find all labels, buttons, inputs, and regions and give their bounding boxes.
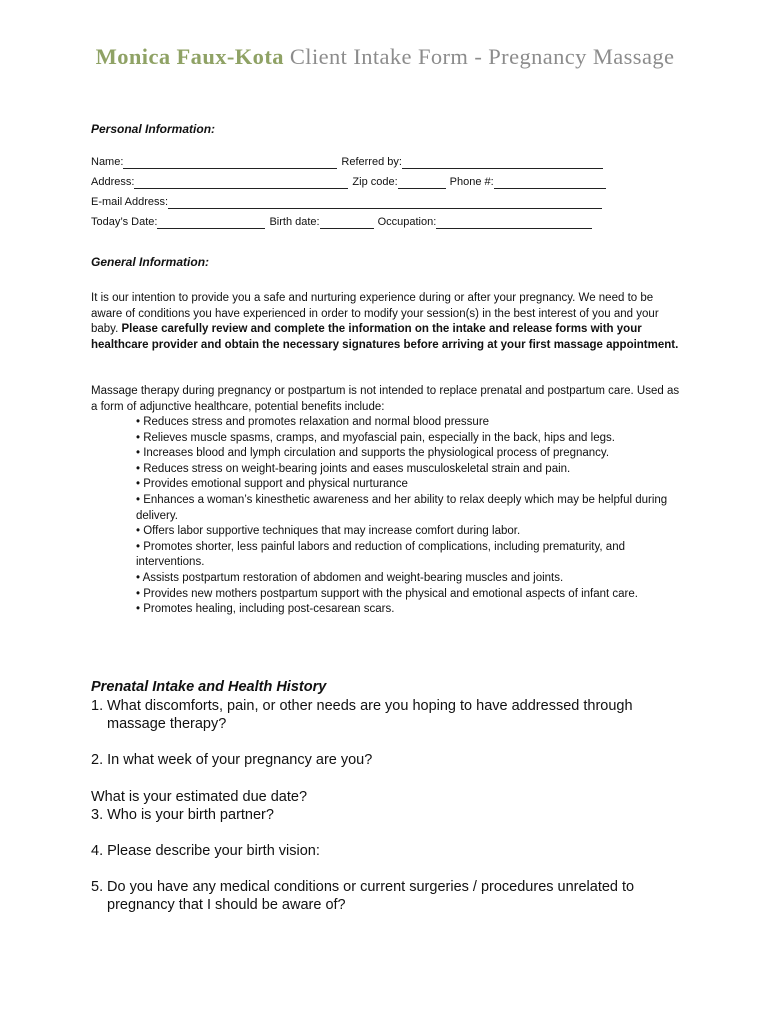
phone-field[interactable] <box>494 177 606 189</box>
benefit-item: • Offers labor supportive techniques that may increase comfort during labor. <box>136 525 521 538</box>
form-title <box>0 44 770 70</box>
question-5-number: 5. <box>91 879 104 895</box>
email-field[interactable] <box>168 197 602 209</box>
name-label: Name: <box>91 156 124 168</box>
address-label: Address: <box>91 176 135 188</box>
benefit-item: • Provides emotional support and physical nurturance <box>136 478 408 491</box>
question-5-text: Do you have any medical conditions or current surgeries / procedures unrelated to <box>107 879 635 895</box>
benefit-item: • Reduces stress and promotes relaxation and normal blood pressure <box>136 416 490 428</box>
due-date-question: What is your estimated due date? <box>91 789 308 805</box>
row-dates <box>91 215 596 229</box>
question-5-text-cont: pregnancy that I should be aware of? <box>107 897 346 913</box>
benefit-item: • Relieves muscle spasms, cramps, and myofascial pain, especially in the back, hips and legs. <box>136 431 615 444</box>
question-2: 2. In what week of your pregnancy are you? <box>91 752 373 768</box>
referred-by-label: Referred by: <box>341 156 402 168</box>
benefit-item: • Increases blood and lymph circulation and supports the physiological process of pregnancy. <box>136 447 610 460</box>
question-3: 3. Who is your birth partner? <box>91 807 274 823</box>
phone-label: Phone #: <box>449 176 494 188</box>
question-1 <box>91 697 691 733</box>
row-address <box>91 175 610 189</box>
benefit-item: • Provides new mothers postpartum support with the physical and emotional aspects of infant care. <box>136 587 638 600</box>
general-info-heading: General Information: <box>91 255 210 269</box>
question-1-text: What discomforts, pain, or other needs are you hoping to have addressed through <box>107 698 633 714</box>
personal-info-heading: Personal Information: <box>91 122 216 136</box>
benefit-item: • Assists postpartum restoration of abdomen and weight-bearing muscles and joints. <box>136 571 564 584</box>
question-1-text-cont: massage therapy? <box>107 716 227 732</box>
zip-label: Zip code: <box>352 176 398 188</box>
form-title-text: Client Intake Form - Pregnancy Massage <box>283 44 675 69</box>
todays-date-label: Today’s Date: <box>91 216 158 228</box>
therapy-paragraph: Massage therapy during pregnancy or postpartum is not intended to replace prenatal and postpartum care. Used as a form of adjunctive healthcare, potential benefits include: <box>91 385 680 413</box>
address-field[interactable] <box>134 177 348 189</box>
intro-bold-text: Please carefully review and complete the information on the intake and release forms with your healthcare provider and obtain the necessary signatures before arriving at your first massage appointment. <box>91 323 679 351</box>
intro-paragraph <box>91 291 681 353</box>
benefit-item: • Reduces stress on weight-bearing joints and eases musculoskeletal strain and pain. <box>136 462 571 475</box>
row-email <box>91 195 606 209</box>
benefit-item: • Promotes healing, including post-cesarean scars. <box>136 603 395 616</box>
therapist-name: Monica Faux-Kota <box>95 44 284 69</box>
question-5 <box>91 878 691 914</box>
row-name-referred <box>91 155 607 169</box>
occupation-field[interactable] <box>436 217 592 229</box>
question-4: 4. Please describe your birth vision: <box>91 843 320 859</box>
birth-date-label: Birth date: <box>269 216 320 228</box>
benefit-item: • Promotes shorter, less painful labors and reduction of complications, including prematurity, and interventions. <box>136 540 625 569</box>
todays-date-field[interactable] <box>157 217 265 229</box>
question-1-number: 1. <box>91 698 104 714</box>
name-field[interactable] <box>123 157 337 169</box>
intro-text: It is our intention to provide you a safe and nurturing experience during or after your pregnancy. We need to be aware of conditions you have experienced in order to modify your session(s) in the best interest of you and your baby. <box>91 292 659 336</box>
occupation-label: Occupation: <box>377 216 437 228</box>
benefits-list <box>136 415 686 618</box>
prenatal-heading: Prenatal Intake and Health History <box>91 679 327 695</box>
referred-by-field[interactable] <box>402 157 603 169</box>
email-label: E-mail Address: <box>91 196 169 208</box>
birth-date-field[interactable] <box>320 217 374 229</box>
zip-field[interactable] <box>398 177 446 189</box>
benefit-item: • Enhances a woman’s kinesthetic awareness and her ability to relax deeply which may be helpful during delivery. <box>136 493 668 522</box>
